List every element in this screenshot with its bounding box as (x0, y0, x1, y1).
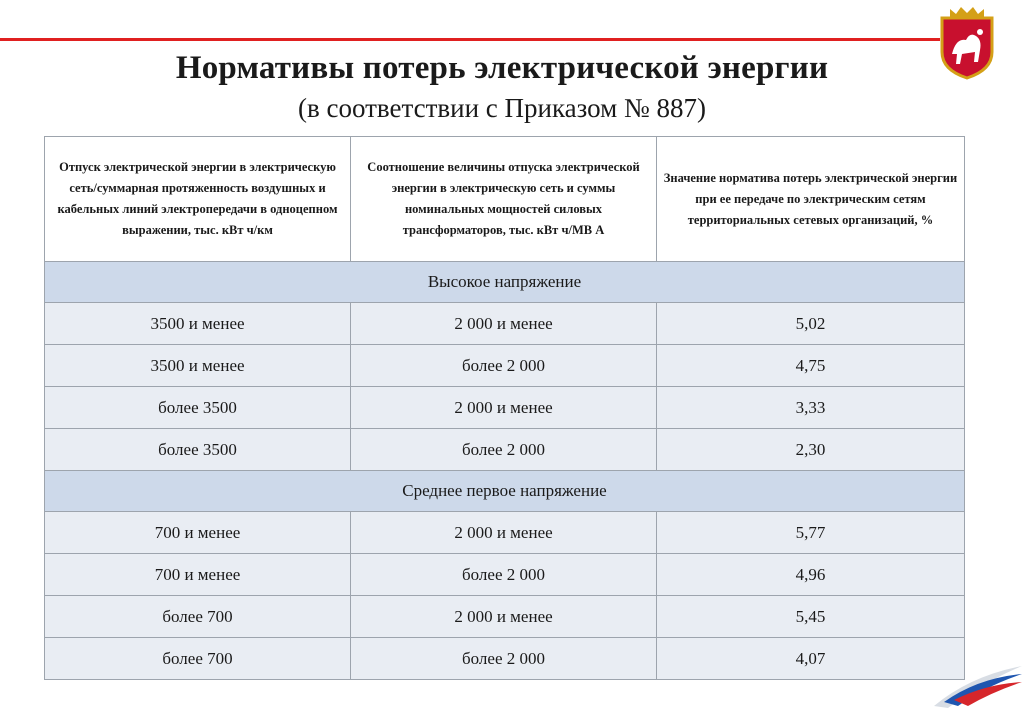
page-title: Нормативы потерь электрической энергии (175, 50, 829, 86)
section-label: Высокое напряжение (45, 262, 965, 303)
column-header-supply-to-capacity-ratio: Соотношение величины отпуска электрической энергии в электрическую сеть и суммы номинальных мощностей силовых трансформаторов, тыс. кВт ч/МВ А (351, 137, 657, 262)
table-row (45, 429, 965, 471)
section-row-medium-voltage (45, 471, 965, 512)
table-row (45, 303, 965, 345)
cell-supply-per-length: 3500 и менее (45, 345, 351, 387)
table-row (45, 512, 965, 554)
cell-loss-norm: 4,75 (657, 345, 965, 387)
table-row (45, 596, 965, 638)
cell-supply-per-length: 3500 и менее (45, 303, 351, 345)
cell-ratio: 2 000 и менее (351, 512, 657, 554)
cell-supply-per-length: более 700 (45, 638, 351, 680)
cell-loss-norm: 2,30 (657, 429, 965, 471)
cell-ratio: более 2 000 (351, 638, 657, 680)
tricolor-swoosh-icon (930, 652, 1024, 708)
column-header-supply-per-length: Отпуск электрической энергии в электрическую сеть/суммарная протяженность воздушных и кабельных линий электропередачи в одноцепном выражении, тыс. кВт ч/км (45, 137, 351, 262)
cell-ratio: 2 000 и менее (351, 596, 657, 638)
cell-supply-per-length: более 3500 (45, 429, 351, 471)
cell-ratio: 2 000 и менее (351, 303, 657, 345)
cell-supply-per-length: более 3500 (45, 387, 351, 429)
cell-ratio: более 2 000 (351, 429, 657, 471)
table-row (45, 387, 965, 429)
header-red-rule (0, 38, 940, 41)
section-label: Среднее первое напряжение (45, 471, 965, 512)
cell-loss-norm: 4,07 (657, 638, 965, 680)
cell-loss-norm: 5,77 (657, 512, 965, 554)
loss-norms-table (44, 136, 965, 680)
table-header-row (45, 137, 965, 262)
cell-loss-norm: 5,45 (657, 596, 965, 638)
cell-supply-per-length: 700 и менее (45, 512, 351, 554)
table-row (45, 554, 965, 596)
cell-supply-per-length: более 700 (45, 596, 351, 638)
page-subtitle: (в соответствии с Приказом № 887) (297, 93, 706, 123)
cell-loss-norm: 5,02 (657, 303, 965, 345)
cell-ratio: более 2 000 (351, 554, 657, 596)
table-row (45, 638, 965, 680)
cell-loss-norm: 4,96 (657, 554, 965, 596)
cell-supply-per-length: 700 и менее (45, 554, 351, 596)
cell-ratio: 2 000 и менее (351, 387, 657, 429)
section-row-high-voltage (45, 262, 965, 303)
table-row (45, 345, 965, 387)
cell-loss-norm: 3,33 (657, 387, 965, 429)
cell-ratio: более 2 000 (351, 345, 657, 387)
column-header-loss-norm: Значение норматива потерь электрической энергии при ее передаче по электрическим сетям территориальных сетевых организаций, % (657, 137, 965, 262)
